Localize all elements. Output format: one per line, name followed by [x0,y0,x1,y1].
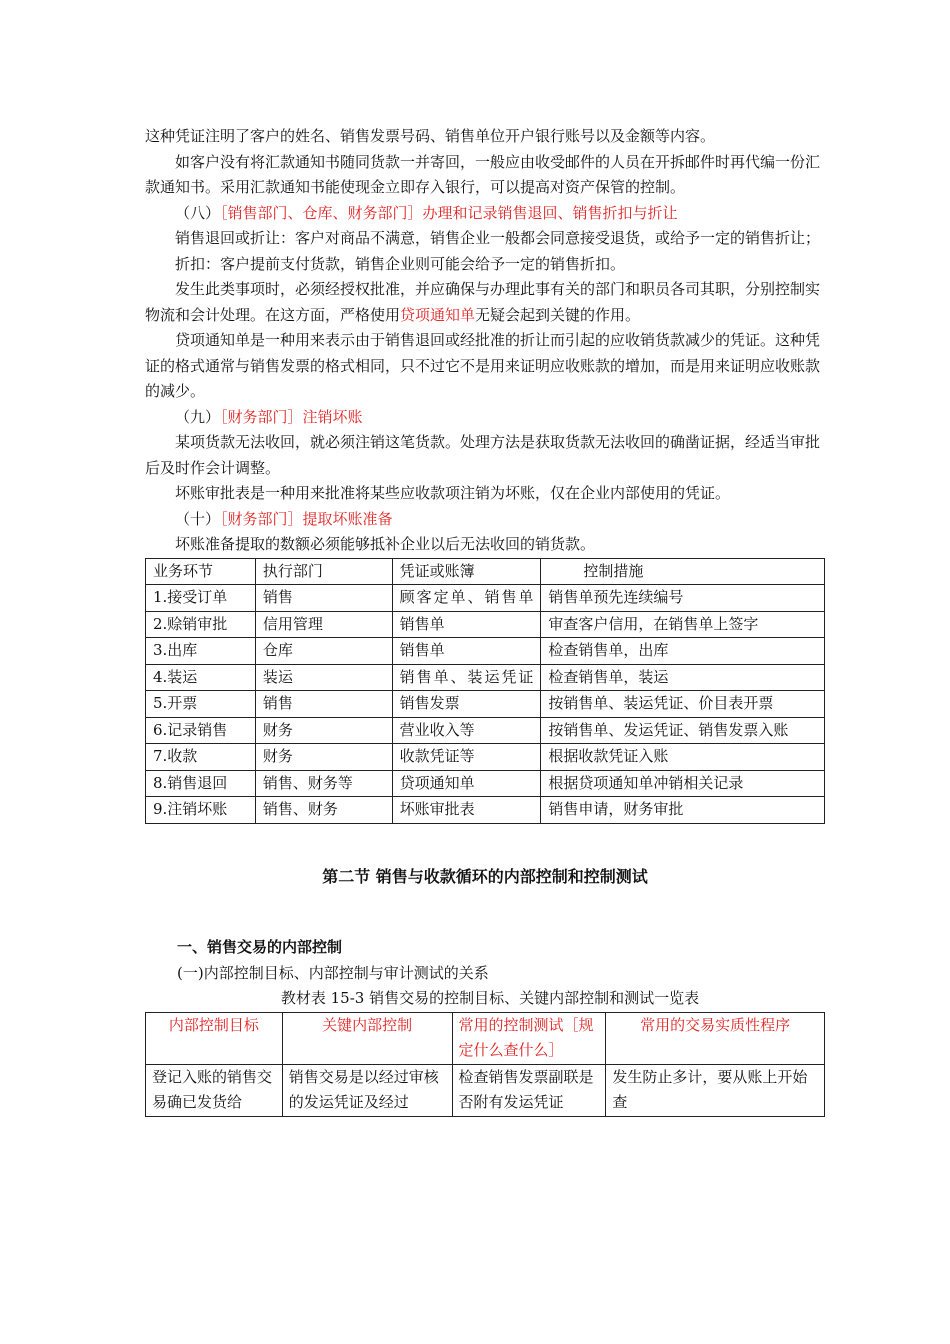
table-header-cell: 执行部门 [255,558,392,585]
table-header-row [146,1012,825,1064]
table-cell: 检查销售单，装运 [541,664,825,691]
table-cell: 根据贷项通知单冲销相关记录 [541,770,825,797]
table-row [146,797,825,824]
table-cell: 坏账审批表 [392,797,541,824]
table-cell: 检查销售单，出库 [541,638,825,665]
table-cell: 销售、财务 [255,797,392,824]
table-row [146,664,825,691]
table-cell: 销售 [255,585,392,612]
table-cell: 财务 [255,744,392,771]
table-cell: 销售申请，财务审批 [541,797,825,824]
heading-number: （八） [175,203,221,222]
heading-red-text: ［销售部门、仓库、财务部门］办理和记录销售退回、销售折扣与折让 [220,203,678,222]
table-header-cell: 常用的控制测试［规定什么查什么］ [452,1012,606,1064]
paragraph: 这种凭证注明了客户的姓名、销售发票号码、销售单位开户银行账号以及金额等内容。 [145,127,716,145]
paragraph: 某项货款无法收回，就必须注销这笔货款。处理方法是获取货款无法收回的确凿证据，经适当审批后及时作会计调整。 [145,433,821,477]
table-header-cell: 关键内部控制 [282,1012,452,1064]
sub-heading: 一、销售交易的内部控制 [177,938,343,956]
control-objectives-table [145,1012,825,1117]
table-header-cell: 凭证或账簿 [392,558,541,585]
paragraph: 销售退回或折让：客户对商品不满意，销售企业一般都会同意接受退货，或给予一定的销售折让； [175,229,821,247]
table-cell: 根据收款凭证入账 [541,744,825,771]
table-cell: 销售 [255,691,392,718]
table-cell: 销售单 [392,611,541,638]
table-cell: 7.收款 [146,744,256,771]
table-cell: 4.装运 [146,664,256,691]
table-cell: 销售单 [392,638,541,665]
table-cell: 9.注销坏账 [146,797,256,824]
section-title: 第二节 销售与收款循环的内部控制和控制测试 [322,866,648,886]
table-cell: 6.记录销售 [146,717,256,744]
paragraph: 折扣：客户提前支付货款，销售企业则可能会给予一定的销售折扣。 [175,254,626,273]
table-cell: 按销售单、发运凭证、销售发票入账 [541,717,825,744]
table-cell: 销售、财务等 [255,770,392,797]
paragraph [145,277,825,328]
heading-nine [145,405,825,431]
table-cell: 销售单预先连续编号 [541,585,825,612]
table-cell: 检查销售发票副联是否附有发运凭证 [452,1064,606,1116]
table-row [146,691,825,718]
table-cell: 5.开票 [146,691,256,718]
table-header-cell: 常用的交易实质性程序 [606,1012,825,1064]
table-header-cell: 内部控制目标 [146,1012,283,1064]
table-cell: 发生防止多计，要从账上开始查 [606,1064,825,1116]
paragraph: 坏账准备提取的数额必须能够抵补企业以后无法收回的销货款。 [175,535,596,553]
heading-number: （九） [175,407,221,426]
table-cell: 贷项通知单 [392,770,541,797]
table-caption: 教材表 15-3 销售交易的控制目标、关键内部控制和测试一览表 [280,989,700,1007]
table-cell: 销售交易是以经过审核的发运凭证及经过 [282,1064,452,1116]
sales-process-table [145,558,825,824]
table-cell: 信用管理 [255,611,392,638]
table-cell: 营业收入等 [392,717,541,744]
table-row [146,611,825,638]
paragraph: 贷项通知单是一种用来表示由于销售退回或经批准的折让而引起的应收销货款减少的凭证。这种凭证的格式通常与销售发票的格式相同，只不过它不是用来证明应收账款的增加，而是用来证明应收账款的减少。 [145,331,821,400]
paragraph: 坏账审批表是一种用来批准将某些应收款项注销为坏账，仅在企业内部使用的凭证。 [175,484,731,502]
table-cell: 按销售单、装运凭证、价目表开票 [541,691,825,718]
highlighted-term: 贷项通知单 [400,305,476,324]
table-header-row [146,558,825,585]
heading-number: （十） [175,509,221,528]
table-cell: 顾客定单、销售单 [392,585,541,612]
table-cell: 审查客户信用，在销售单上签字 [541,611,825,638]
document-page [145,124,825,1117]
table-cell: 销售单、装运凭证 [392,664,541,691]
sub-sub-heading: (一)内部控制目标、内部控制与审计测试的关系 [177,963,489,982]
table-row [146,638,825,665]
table-cell: 财务 [255,717,392,744]
heading-red-text: ［财务部门］提取坏账准备 [220,509,393,528]
table-cell: 1.接受订单 [146,585,256,612]
heading-red-text: ［财务部门］注销坏账 [220,407,363,426]
table-cell: 8.销售退回 [146,770,256,797]
table-row [146,1064,825,1116]
table-header-cell: 业务环节 [146,558,256,585]
table-cell: 2.赊销审批 [146,611,256,638]
table-cell: 登记入账的销售交易确已发货给 [146,1064,283,1116]
heading-eight [145,201,825,227]
table-cell: 仓库 [255,638,392,665]
table-row [146,717,825,744]
table-row [146,744,825,771]
heading-ten [145,507,825,533]
table-row [146,585,825,612]
text-run: 发生此类事项时，必须经授权批准，并应确保与办理此事有关的部门和职员各司其职，分别控制实物流和会计处理。在这方面，严格使用 [145,280,821,324]
table-cell: 装运 [255,664,392,691]
table-row [146,770,825,797]
paragraph: 如客户没有将汇款通知书随同货款一并寄回，一般应由收受邮件的人员在开拆邮件时再代编一份汇款通知书。采用汇款通知书能使现金立即存入银行，可以提高对资产保管的控制。 [145,152,821,196]
table-cell: 收款凭证等 [392,744,541,771]
table-header-cell: 控制措施 [541,558,825,585]
table-cell: 3.出库 [146,638,256,665]
table-cell: 销售发票 [392,691,541,718]
text-run: 无疑会起到关键的作用。 [475,305,641,324]
